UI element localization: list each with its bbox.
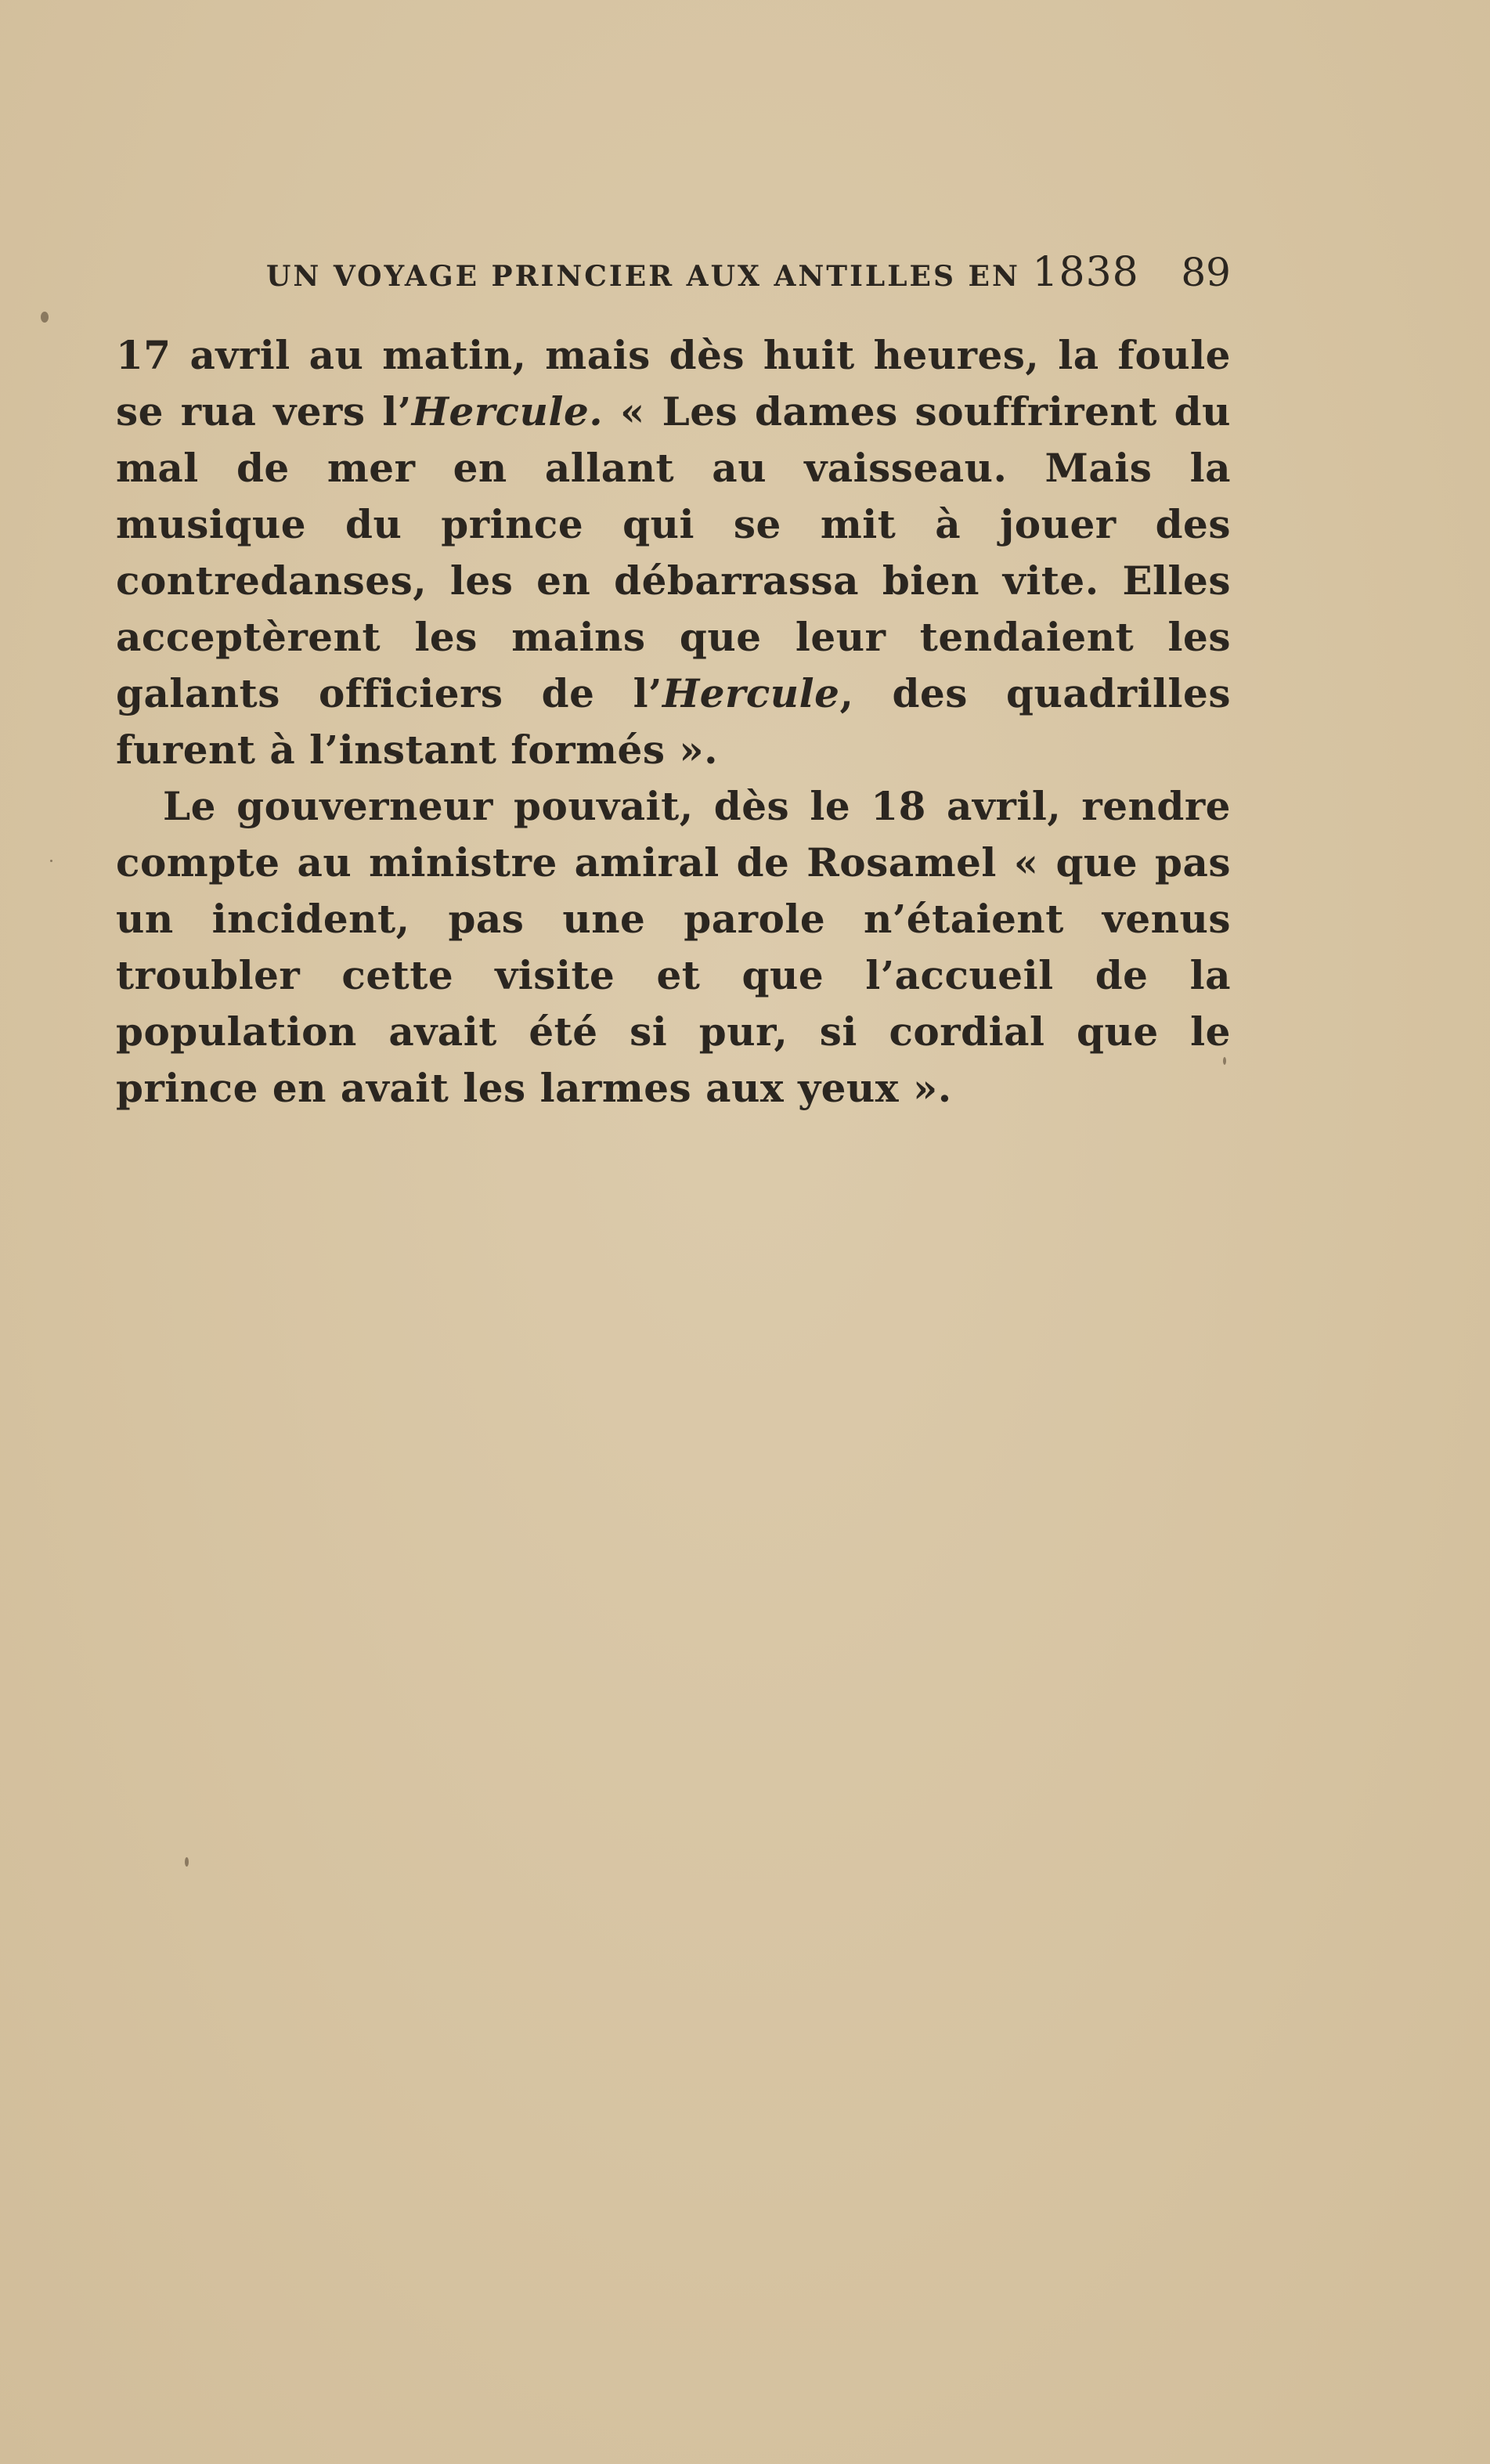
paragraph-1-text-3: , des quadrilles furent à l’instant formés ».	[116, 670, 1231, 773]
paper-speck	[1223, 1057, 1226, 1065]
running-title	[266, 249, 1139, 296]
paragraph-1-ship-name-2: Hercule	[662, 670, 840, 716]
paragraph-1-ship-name-1: Hercule.	[411, 388, 604, 435]
paragraph-2-text: Le gouverneur pouvait, dès le 18 avril, rendre compte au ministre amiral de Rosamel « que pas un incident, pas une parole n’étaient venus troubler cette visite et que l’accueil de la population avait été si pur, si cordial que le prince en avait les larmes aux yeux ».	[116, 783, 1231, 1111]
paper-speck	[41, 312, 49, 323]
running-title-text: UN VOYAGE PRINCIER AUX ANTILLES EN	[266, 260, 1020, 293]
running-head	[266, 249, 1231, 296]
paper-speck	[50, 860, 52, 862]
paragraph-1-text-2: « Les dames souffrirent du mal de mer en allant au vaisseau. Mais la musique du prince qui se mit à jouer des contredanses, les en débarrassa bien vite. Elles acceptèrent les mains que leur tendaient les galants officiers de l’	[116, 388, 1231, 716]
paper-speck	[185, 1857, 189, 1867]
paragraph-2	[116, 778, 1231, 1117]
body-text	[116, 327, 1231, 1117]
running-title-year: 1838	[1032, 249, 1139, 296]
paragraph-1-text-1: 17 avril au matin, mais dès huit heures, la foule se rua vers l’	[116, 332, 1231, 435]
page-number: 89	[1181, 250, 1231, 295]
paragraph-1	[116, 327, 1231, 778]
